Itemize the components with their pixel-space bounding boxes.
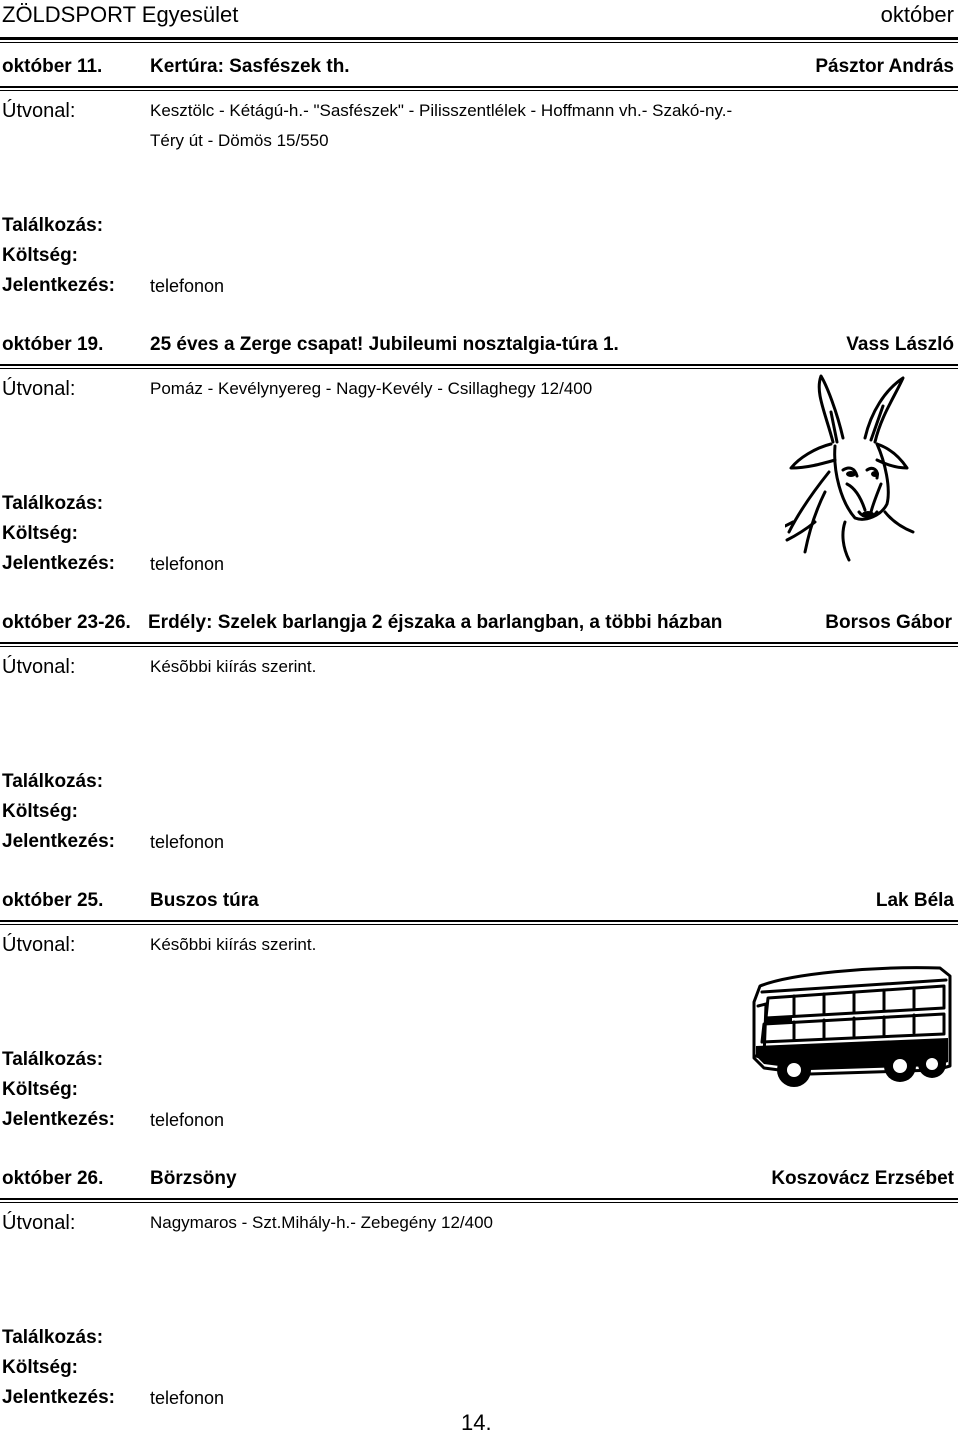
route-label: Útvonal:: [2, 100, 76, 122]
signup-value: telefonon: [150, 1110, 225, 1130]
event-divider-thin: [0, 90, 958, 91]
event-divider: [0, 642, 958, 644]
meeting-label: Találkozás:: [2, 493, 104, 514]
event-title: Erdély: Szelek barlangja 2 éjszaka a barlangban, a többi házban: [148, 612, 723, 633]
event-divider: [0, 1198, 958, 1200]
event-title: Kertúra: Sasfészek th.: [150, 56, 350, 77]
route-text: Késõbbi kiírás szerint.: [150, 657, 317, 676]
meeting-label: Találkozás:: [2, 1049, 104, 1070]
event-leader: Borsos Gábor: [825, 612, 952, 633]
event-leader: Vass László: [846, 334, 954, 355]
route-text: Kesztölc - Kétágú-h.- "Sasfészek" - Pilisszentlélek - Hoffmann vh.- Szakó-ny.- Téry út - Dömös 15/550: [150, 101, 733, 150]
chamois-illustration: [785, 372, 920, 562]
event-date: október 25.: [2, 890, 104, 911]
route-label: Útvonal:: [2, 934, 76, 956]
meeting-label: Találkozás:: [2, 1327, 104, 1348]
event-divider-thin: [0, 1202, 958, 1203]
cost-label: Költség:: [2, 523, 78, 544]
meeting-label: Találkozás:: [2, 215, 104, 236]
event-divider-thin: [0, 646, 958, 647]
header-divider: [0, 37, 958, 40]
event-leader: Lak Béla: [875, 890, 954, 911]
route-text: Késõbbi kiírás szerint.: [150, 935, 317, 954]
route-text: Pomáz - Kevélynyereg - Nagy-Kevély - Csillaghegy 12/400: [150, 379, 593, 398]
bus-illustration: [750, 962, 955, 1092]
signup-value: telefonon: [150, 554, 225, 574]
event-divider-thin: [0, 368, 958, 369]
event-divider-thin: [0, 924, 958, 925]
route-label: Útvonal:: [2, 1212, 76, 1234]
event-date: október 23-26.: [2, 612, 131, 633]
signup-label: Jelentkezés:: [2, 1109, 116, 1130]
signup-label: Jelentkezés:: [2, 1387, 116, 1408]
route-label: Útvonal:: [2, 656, 76, 678]
event-leader: Pásztor András: [815, 56, 954, 77]
event-divider: [0, 364, 958, 366]
org-name: ZÖLDSPORT Egyesület: [2, 2, 239, 27]
event-divider: [0, 86, 958, 88]
event-leader: Koszovácz Erzsébet: [771, 1168, 954, 1189]
route-text: Nagymaros - Szt.Mihály-h.- Zebegény 12/400: [150, 1213, 493, 1232]
meeting-label: Találkozás:: [2, 771, 104, 792]
cost-label: Költség:: [2, 245, 78, 266]
signup-value: telefonon: [150, 832, 225, 852]
event-title: 25 éves a Zerge csapat! Jubileumi nosztalgia-túra 1.: [150, 334, 619, 355]
page-number: 14.: [461, 1410, 492, 1435]
month-title: október: [880, 2, 954, 27]
cost-label: Költség:: [2, 801, 78, 822]
header-divider-thin: [0, 42, 958, 43]
event-title: Börzsöny: [150, 1168, 237, 1189]
signup-value: telefonon: [150, 1388, 225, 1408]
event-title: Buszos túra: [150, 890, 259, 911]
signup-label: Jelentkezés:: [2, 553, 116, 574]
event-date: október 19.: [2, 334, 104, 355]
event-date: október 26.: [2, 1168, 104, 1189]
event-date: október 11.: [2, 56, 103, 77]
signup-label: Jelentkezés:: [2, 831, 116, 852]
event-divider: [0, 920, 958, 922]
cost-label: Költség:: [2, 1357, 78, 1378]
signup-label: Jelentkezés:: [2, 275, 116, 296]
route-label: Útvonal:: [2, 378, 76, 400]
signup-value: telefonon: [150, 276, 225, 296]
cost-label: Költség:: [2, 1079, 78, 1100]
